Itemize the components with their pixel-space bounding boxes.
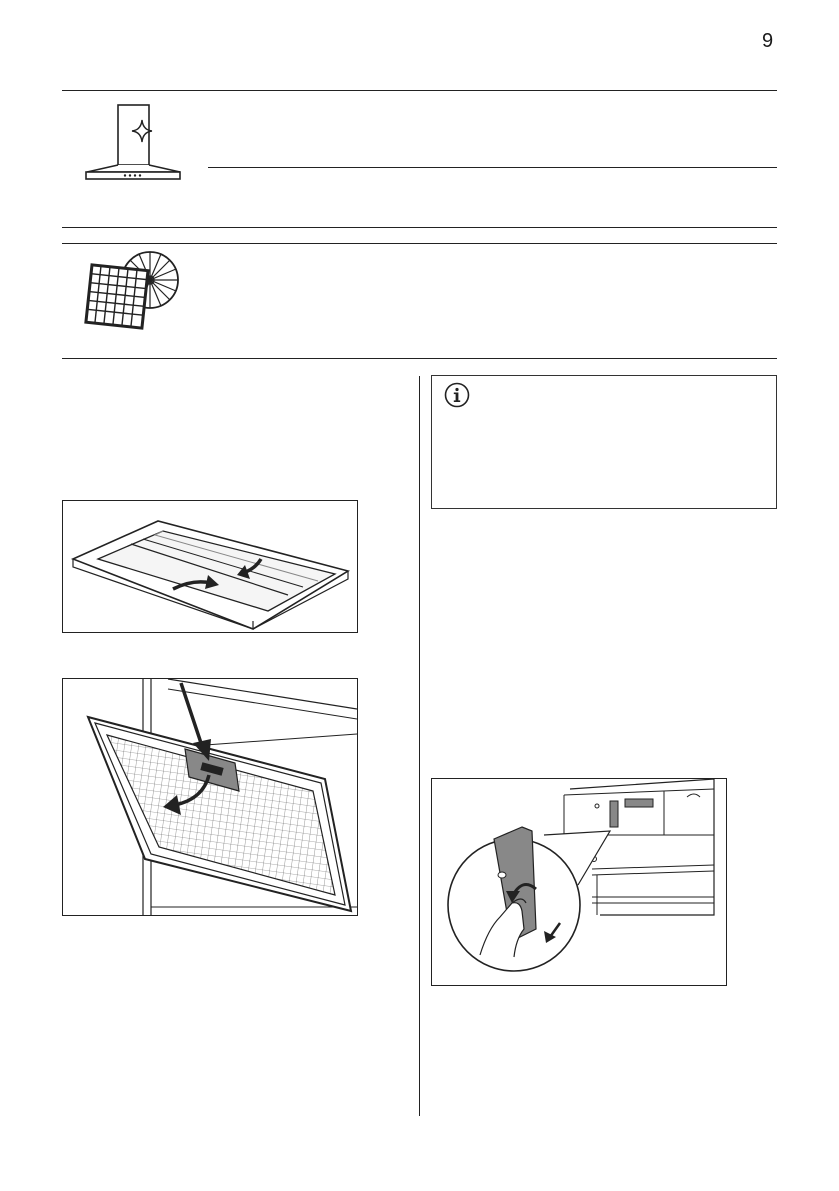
page-number: 9: [762, 30, 774, 52]
section-divider-bottom: [62, 358, 777, 359]
info-icon: [444, 382, 470, 413]
grease-charcoal-filter-icon: [80, 250, 180, 335]
charcoal-filter-figure: [431, 778, 727, 986]
section-divider-lower: [62, 243, 777, 244]
column-divider: [419, 376, 420, 1116]
section-divider-top: [62, 90, 777, 91]
info-box: [431, 375, 777, 509]
section-divider-upper: [62, 227, 777, 228]
grease-filter-figure: [62, 678, 358, 916]
subsection-divider: [208, 167, 777, 168]
hood-cleaning-icon: [84, 104, 182, 185]
hood-underside-figure: [62, 500, 358, 633]
